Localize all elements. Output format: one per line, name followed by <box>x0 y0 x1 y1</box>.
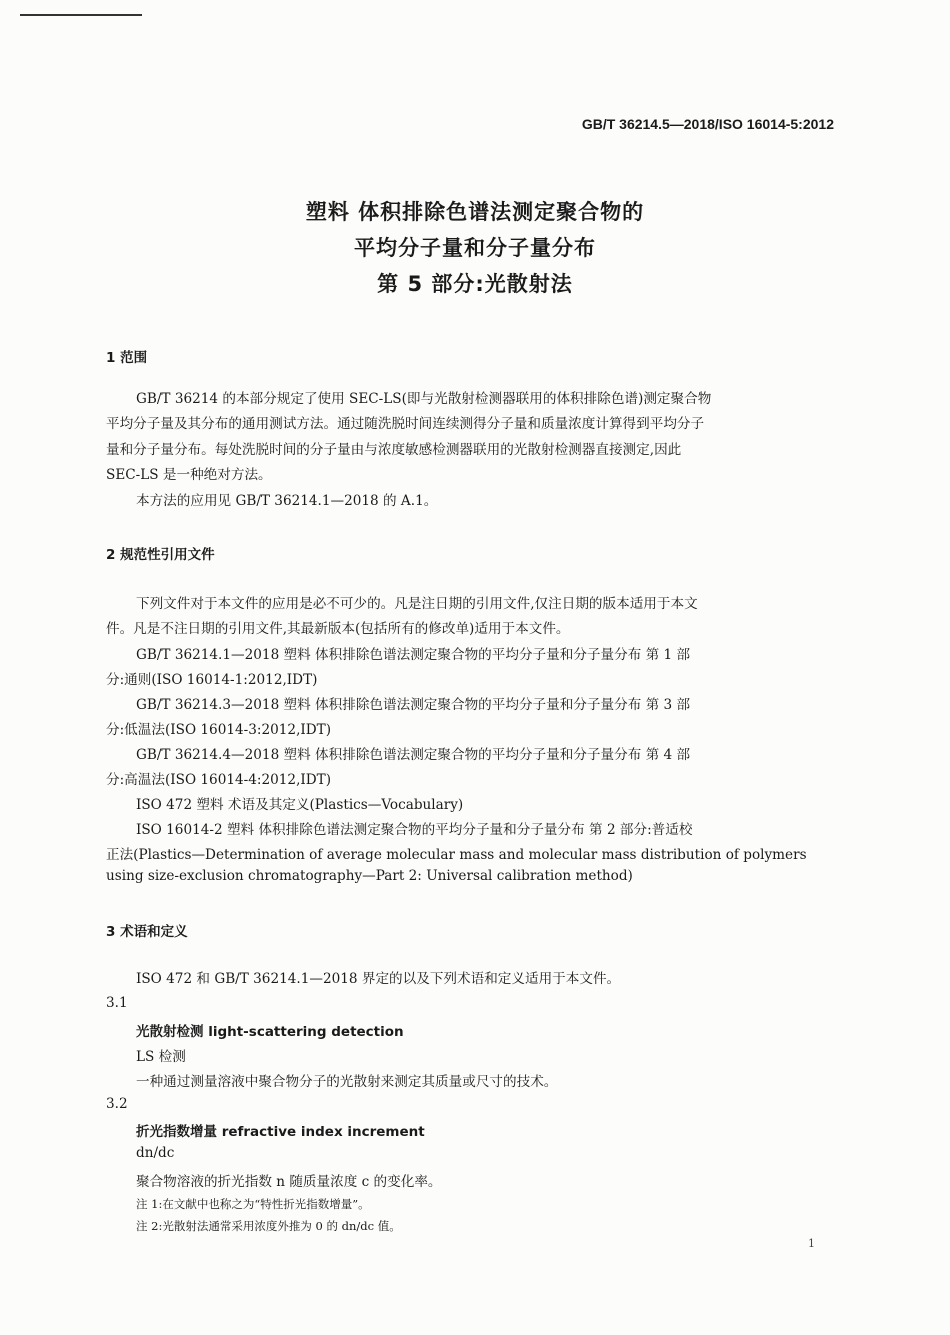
reference-line: using size-exclusion chromatography—Part 2: Universal calibration method) <box>106 868 633 884</box>
title-line-2: 平均分子量和分子量分布 <box>354 236 596 260</box>
s1-paragraph-line: SEC-LS 是一种绝对方法。 <box>106 467 272 483</box>
reference-line: GB/T 36214.3—2018 塑料 体积排除色谱法测定聚合物的平均分子量和分子量分布 第 3 部 <box>136 697 691 713</box>
reference-line: GB/T 36214.1—2018 塑料 体积排除色谱法测定聚合物的平均分子量和分子量分布 第 1 部 <box>136 647 691 663</box>
term-number: 3.1 <box>106 995 128 1011</box>
term-number: 3.2 <box>106 1096 128 1112</box>
top-rule <box>20 14 142 16</box>
s3-intro: ISO 472 和 GB/T 36214.1—2018 界定的以及下列术语和定义适用于本文件。 <box>136 971 621 987</box>
section-1-heading: 1 范围 <box>106 350 148 366</box>
reference-line: 分:低温法(ISO 16014-3:2012,IDT) <box>106 722 332 738</box>
s1-paragraph-line: GB/T 36214 的本部分规定了使用 SEC-LS(即与光散射检测器联用的体积排除色谱)测定聚合物 <box>136 391 712 407</box>
section-3-heading: 3 术语和定义 <box>106 924 188 940</box>
term-abbreviation: LS 检测 <box>136 1049 186 1065</box>
s1-paragraph-line: 平均分子量及其分布的通用测试方法。通过随洗脱时间连续测得分子量和质量浓度计算得到平均分子 <box>106 416 705 432</box>
page-number: 1 <box>808 1237 815 1250</box>
term-title: 折光指数增量 refractive index increment <box>136 1124 425 1140</box>
s1-application-line: 本方法的应用见 GB/T 36214.1—2018 的 A.1。 <box>136 493 438 509</box>
reference-line: ISO 472 塑料 术语及其定义(Plastics—Vocabulary) <box>136 797 464 813</box>
section-2-heading: 2 规范性引用文件 <box>106 547 215 563</box>
term-definition: 聚合物溶液的折光指数 n 随质量浓度 c 的变化率。 <box>136 1174 442 1190</box>
s2-intro-line: 下列文件对于本文件的应用是必不可少的。凡是注日期的引用文件,仅注日期的版本适用于本文 <box>136 596 698 612</box>
reference-line: 分:通则(ISO 16014-1:2012,IDT) <box>106 672 318 688</box>
standard-number: GB/T 36214.5—2018/ISO 16014-5:2012 <box>581 116 834 132</box>
reference-line: 分:高温法(ISO 16014-4:2012,IDT) <box>106 772 332 788</box>
reference-line: ISO 16014-2 塑料 体积排除色谱法测定聚合物的平均分子量和分子量分布 第 2 部分:普适校 <box>136 822 693 838</box>
reference-line: GB/T 36214.4—2018 塑料 体积排除色谱法测定聚合物的平均分子量和分子量分布 第 4 部 <box>136 747 691 763</box>
term-symbol: dn/dc <box>136 1145 175 1161</box>
s1-paragraph-line: 量和分子量分布。每处洗脱时间的分子量由与浓度敏感检测器联用的光散射检测器直接测定,因此 <box>106 442 682 458</box>
reference-line: 正法(Plastics—Determination of average molecular mass and molecular mass distribution of polymers <box>106 847 807 863</box>
title-line-3: 第 5 部分:光散射法 <box>377 272 573 296</box>
note: 注 1:在文献中也称之为“特性折光指数增量”。 <box>136 1197 370 1211</box>
note: 注 2:光散射法通常采用浓度外推为 0 的 dn/dc 值。 <box>136 1219 401 1233</box>
term-definition: 一种通过测量溶液中聚合物分子的光散射来测定其质量或尺寸的技术。 <box>136 1074 558 1090</box>
term-title: 光散射检测 light-scattering detection <box>136 1024 404 1040</box>
title-line-1: 塑料 体积排除色谱法测定聚合物的 <box>305 200 645 224</box>
s2-intro-line: 件。凡是不注日期的引用文件,其最新版本(包括所有的修改单)适用于本文件。 <box>106 621 570 637</box>
